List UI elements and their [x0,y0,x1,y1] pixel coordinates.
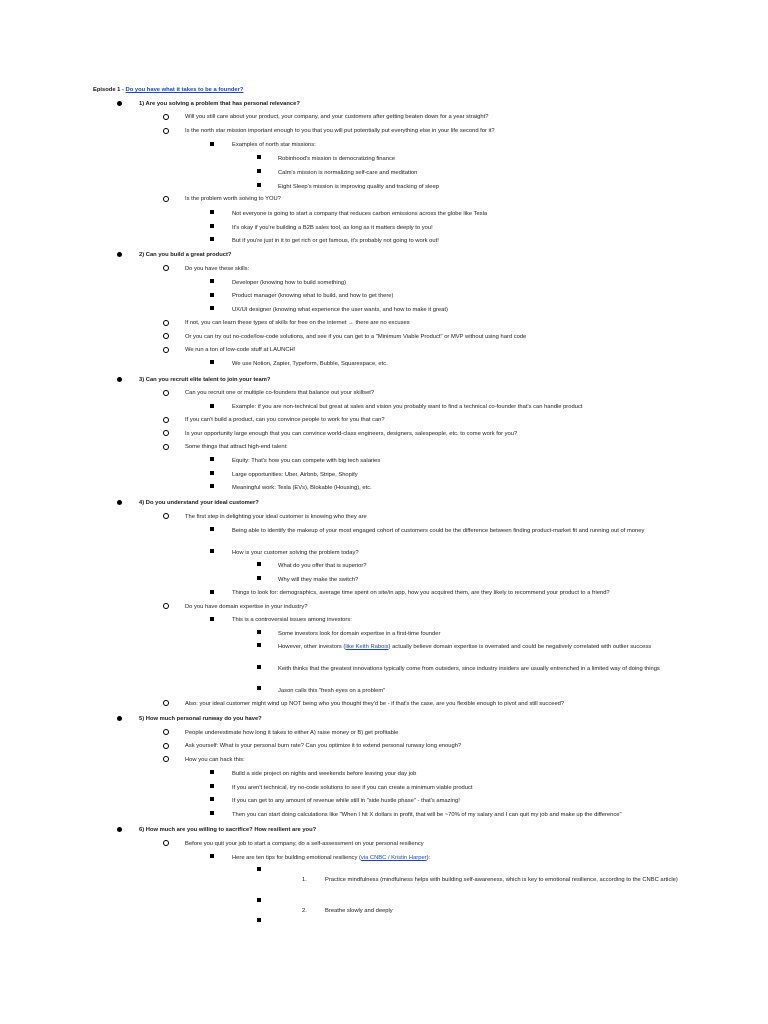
list-item: Jason calls this "fresh eyes on a problem" [278,688,386,694]
list-item: Keith thinks that the greatest innovations typically come from outsiders, since industry insiders are usually entrenched in a limited way of doing things [278,666,660,672]
bullet-circle [163,430,169,436]
bullet-square [257,630,261,634]
bullet-square [210,484,214,488]
list-item: Then you can start doing calculations like "When I hit X dollars in profit, that will be ~70% of my salary and I can quit my job and make up the difference" [232,812,622,818]
bullet-square [210,360,214,364]
list-item [232,855,430,862]
bullet-disc [117,500,122,505]
list-item: How is your customer solving the problem today? [232,550,359,556]
bullet-square [210,210,214,214]
bullet-square [210,306,214,310]
bullet-circle [163,390,169,396]
bullet-square [210,404,214,408]
bullet-circle [163,114,169,120]
list-item: Eight Sleep's mission is improving quality and tracking of sleep [278,184,439,190]
list-item [278,644,670,651]
list-item: Calm's mission is normalizing self-care and meditation [278,170,418,176]
list-item: It's okay if you're building a B2B sales tool, as long as it matters deeply to you! [232,225,433,231]
bullet-square [210,293,214,297]
bullet-square [257,686,261,690]
section-title: 3) Can you recruit elite talent to join your team? [139,377,271,383]
bullet-circle [163,347,169,353]
list-item: If you can get to any amount of revenue while still in "side hustle phase" - that's amazing! [232,798,460,804]
bullet-circle [163,265,169,271]
bullet-square [210,549,214,553]
list-item: Ask yourself: What is your personal burn rate? Can you optimize it to extend personal runway long enough? [185,743,462,749]
bullet-disc [117,827,122,832]
bullet-circle [163,729,169,735]
bullet-square [257,867,261,871]
list-item: Developer (knowing how to build something) [232,280,347,286]
list-item: If you aren't technical, try no-code solutions to see if you can create a minimum viable product [232,785,473,791]
section-title: 2) Can you build a great product? [139,252,232,258]
list-item: Can you recruit one or multiple co-founders that balance out your skillset? [185,390,375,396]
text-run: ) actually believe domain expertise is overrated and could be negatively correlated with outlier success [388,644,652,650]
bullet-circle [163,513,169,519]
list-item: We use Notion, Zapier, Typeform, Bubble, Squarespace, etc. [232,361,388,367]
list-item: Why will they make the switch? [278,577,359,583]
bullet-square [257,918,261,922]
list-item: If not, you can learn these types of skills for free on the internet → there are no excuses [185,320,410,326]
list-item: Or you can try out no-code/low-code solutions, and see if you can get to a "Minimum Viable Product" or MVP without using hard code [185,334,527,340]
list-item: Example: if you are non-technical but great at sales and vision you probably want to find a technical co-founder that's can handle product [232,404,583,410]
bullet-square [210,142,214,146]
bullet-disc [117,716,122,721]
bullet-square [257,169,261,173]
cnbc-link[interactable]: via CNBC / Kristin Harper [360,855,427,861]
bullet-circle [163,756,169,762]
bullet-circle [163,196,169,202]
episode-link[interactable]: Do you have what it takes to be a founder? [125,87,244,93]
list-item: We run a ton of low-code stuff at LAUNCH! [185,347,296,353]
list-item: This is a controversial issues among investors: [232,617,352,623]
list-item: The first step in delighting your ideal customer is knowing who they are [185,514,367,520]
bullet-square [210,279,214,283]
list-item: Will you still care about your product, your company, and your customers after getting beaten down for a year straight? [185,114,489,120]
bullet-disc [117,252,122,257]
list-item: People underestimate how long it takes to either A) raise money or B) get profitable [185,730,399,736]
list-item: Equity: That's how you can compete with big tech salaries [232,458,381,464]
bullet-square [210,590,214,594]
text-run: However, other investors ( [278,644,346,650]
bullet-square [257,898,261,902]
bullet-square [257,155,261,159]
bullet-circle [163,444,169,450]
section-title: 6) How much are you willing to sacrifice? How resilient are you? [139,827,317,833]
keith-rabois-link[interactable]: like Keith Rabois [345,644,389,650]
list-item: Some things that attract high-end talent: [185,444,288,450]
list-item: Practice mindfulness (mindfulness helps with building self-awareness, which is key to emotional resilience, according to the CNBC article) [325,877,678,883]
list-item: Some investors look for domain expertise in a first-time founder [278,631,441,637]
bullet-square [257,562,261,566]
bullet-circle [163,320,169,326]
bullet-square [210,854,214,858]
list-item: Do you have domain expertise in your industry? [185,604,308,610]
text-run: ): [426,855,431,861]
bullet-square [210,237,214,241]
list-item: Is the north star mission important enough to you that you will put potentially put everything else in your life second for it? [185,128,495,134]
list-item: Large opportunities: Uber, Airbnb, Stripe, Shopify [232,472,358,478]
list-number: 2. [302,908,307,914]
list-item: Robinhood's mission is democratizing finance [278,156,396,162]
bullet-circle [163,417,169,423]
list-item: Meaningful work: Tesla (EVs), Blokable (Housing), etc. [232,485,372,491]
list-number: 1. [302,877,307,883]
text-run: Here are ten tips for building emotional resiliency ( [232,855,361,861]
bullet-square [210,617,214,621]
list-item: Is your opportunity large enough that you can convince world-class engineers, designers, salespeople, etc. to come work for you? [185,431,518,437]
bullet-square [210,527,214,531]
list-item: Before you quit your job to start a company, do a self-assessment on your personal resiliency [185,841,424,847]
list-item: If you can't build a product, can you convince people to work for you that can? [185,417,385,423]
list-item: Things to look for: demographics, average time spent on site/in app, how you acquired them, are they likely to recommend your product to a friend? [232,590,610,596]
episode-prefix: Episode 1 - [93,87,126,93]
episode-header [93,87,243,94]
bullet-square [210,811,214,815]
bullet-circle [163,603,169,609]
bullet-square [210,770,214,774]
list-item: Build a side project on nights and weekends before leaving your day job [232,771,417,777]
list-item: But if you're just in it to get rich or get famous, it's probably not going to work out! [232,238,439,244]
section-title: 4) Do you understand your ideal customer? [139,500,259,506]
bullet-circle [163,840,169,846]
list-item: UX/UI designer (knowing what experience the user wants, and how to make it great) [232,307,448,313]
list-item: Product manager (knowing what to build, and how to get there) [232,293,394,299]
bullet-square [257,665,261,669]
bullet-square [257,183,261,187]
list-item: Also: your ideal customer might wind up NOT being who you thought they'd be - if that's the case, are you flexible enough to pivot and still succeed? [185,701,565,707]
bullet-disc [117,101,122,106]
bullet-circle [163,333,169,339]
bullet-circle [163,700,169,706]
bullet-square [257,643,261,647]
bullet-square [210,224,214,228]
section-title: 1) Are you solving a problem that has personal relevance? [139,101,300,107]
list-item: Is the problem worth solving to YOU? [185,196,281,202]
list-item: Examples of north star missions: [232,142,316,148]
bullet-square [210,457,214,461]
list-item: What do you offer that is superior? [278,563,367,569]
list-item: Do you have these skills: [185,266,250,272]
bullet-square [210,797,214,801]
section-title: 5) How much personal runway do you have? [139,716,262,722]
list-item: Being able to identify the makeup of your most engaged cohort of customers could be the difference between finding product-market fit and running out of money [232,528,645,534]
bullet-disc [117,377,122,382]
bullet-circle [163,743,169,749]
bullet-square [210,471,214,475]
bullet-circle [163,128,169,134]
bullet-square [210,784,214,788]
bullet-square [257,576,261,580]
list-item: Not everyone is going to start a company that reduces carbon emissions across the globe like Tesla [232,211,488,217]
list-item: How you can hack this: [185,757,245,763]
list-item: Breathe slowly and deeply [325,908,393,914]
